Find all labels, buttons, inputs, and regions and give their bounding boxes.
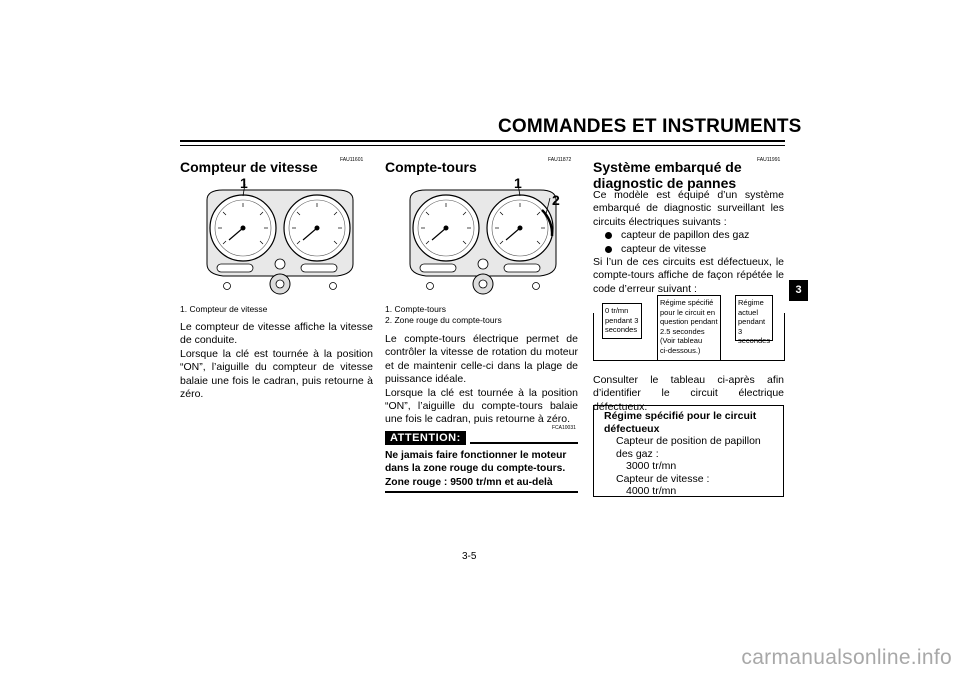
section-code: FAU11991 — [757, 157, 781, 163]
paragraph-line: Lorsque la clé est tournée à la position “ON”, l’aiguille du compte-tours balaie une fois le cadran, puis retourne à zéro. — [385, 386, 578, 426]
watermark: carmanualsonline.info — [741, 646, 952, 669]
callout-number: 1 — [514, 175, 522, 191]
attention-bottom-rule — [385, 491, 578, 493]
header-rule-thin — [180, 145, 785, 146]
paragraph-line: Le compte-tours électrique permet de contrôler la vitesse de rotation du moteur et de maintenir celle-ci dans la plage de puissance idéale. — [385, 333, 578, 386]
attention-label: ATTENTION: — [385, 431, 466, 445]
paragraph-line: Ce modèle est équipé d’un système embarqué de diagnostic surveillant les circuits électriques suivants : — [593, 189, 784, 228]
attention-box — [385, 431, 578, 493]
diagram-box-zero-rpm: 0 tr/mn pendant 3 secondes — [602, 303, 642, 339]
paragraph — [385, 333, 578, 427]
figure-caption: 1. Compteur de vitesse — [180, 304, 268, 314]
bullet-icon — [605, 232, 612, 239]
paragraph-line: Le compteur de vitesse affiche la vitesse de conduite. — [180, 321, 373, 347]
bullet-item: capteur de vitesse — [593, 243, 784, 256]
paragraph-line: Si l’un de ces circuits est défectueux, le compte-tours affiche de façon répétée le code d’erreur suivant : — [593, 256, 784, 295]
callout-number: 2 — [552, 192, 560, 208]
chapter-tab: 3 — [789, 280, 808, 301]
section-code: FAU11872 — [548, 157, 572, 163]
section-code: FAU11601 — [340, 157, 364, 163]
bullet-item: capteur de papillon des gaz — [593, 229, 784, 242]
spec-title: Régime spécifié pour le circuit défectueux — [604, 410, 757, 435]
figure-caption: 1. Compte-tours — [385, 304, 446, 314]
diagram-box-specified-rpm: Régime spécifié pour le circuit en question pendant 2.5 secondes (Voir tableau ci-dessous.) — [657, 295, 721, 361]
spec-box — [593, 405, 784, 497]
heading-line: diagnostic de pannes — [593, 175, 737, 191]
paragraph — [593, 189, 784, 296]
spec-line: Capteur de position de papillon des gaz : — [616, 435, 761, 460]
attention-text: Ne jamais faire fonctionner le moteur dans la zone rouge du compte-tours. — [385, 450, 567, 475]
page-header-title: COMMANDES ET INSTRUMENTS — [498, 116, 802, 137]
heading-line: Système embarqué de — [593, 159, 742, 175]
spec-line: Capteur de vitesse : — [616, 472, 710, 485]
section-heading-diagnostic — [593, 159, 742, 191]
speedometer-illustration — [195, 178, 365, 298]
diagram-box-actual-rpm: Régime actuel pendant 3 secondes — [735, 295, 773, 341]
figure-caption: 2. Zone rouge du compte-tours — [385, 315, 502, 325]
callout-number: 1 — [240, 175, 248, 191]
section-heading-tachometer: Compte-tours — [385, 159, 477, 175]
header-rule — [180, 140, 785, 142]
paragraph-line: Lorsque la clé est tournée à la position “ON”, l’aiguille du compteur de vitesse balaie une fois le cadran, puis retourne à zéro. — [180, 347, 373, 401]
error-code-diagram — [593, 293, 785, 365]
attention-rule — [470, 442, 578, 444]
attention-code: FCA10031 — [552, 425, 576, 431]
section-heading-speedometer: Compteur de vitesse — [180, 159, 318, 175]
paragraph: Consulter le tableau ci-après afin d’identifier le circuit électrique défectueux. — [593, 374, 784, 413]
tachometer-illustration — [398, 178, 568, 298]
page-number: 3-5 — [462, 551, 477, 562]
spec-value: 4000 tr/mn — [626, 485, 677, 497]
paragraph — [180, 321, 373, 401]
bullet-icon — [605, 246, 612, 253]
spec-value: 3000 tr/mn — [626, 460, 677, 472]
attention-text: Zone rouge : 9500 tr/mn et au-delà — [385, 476, 553, 488]
